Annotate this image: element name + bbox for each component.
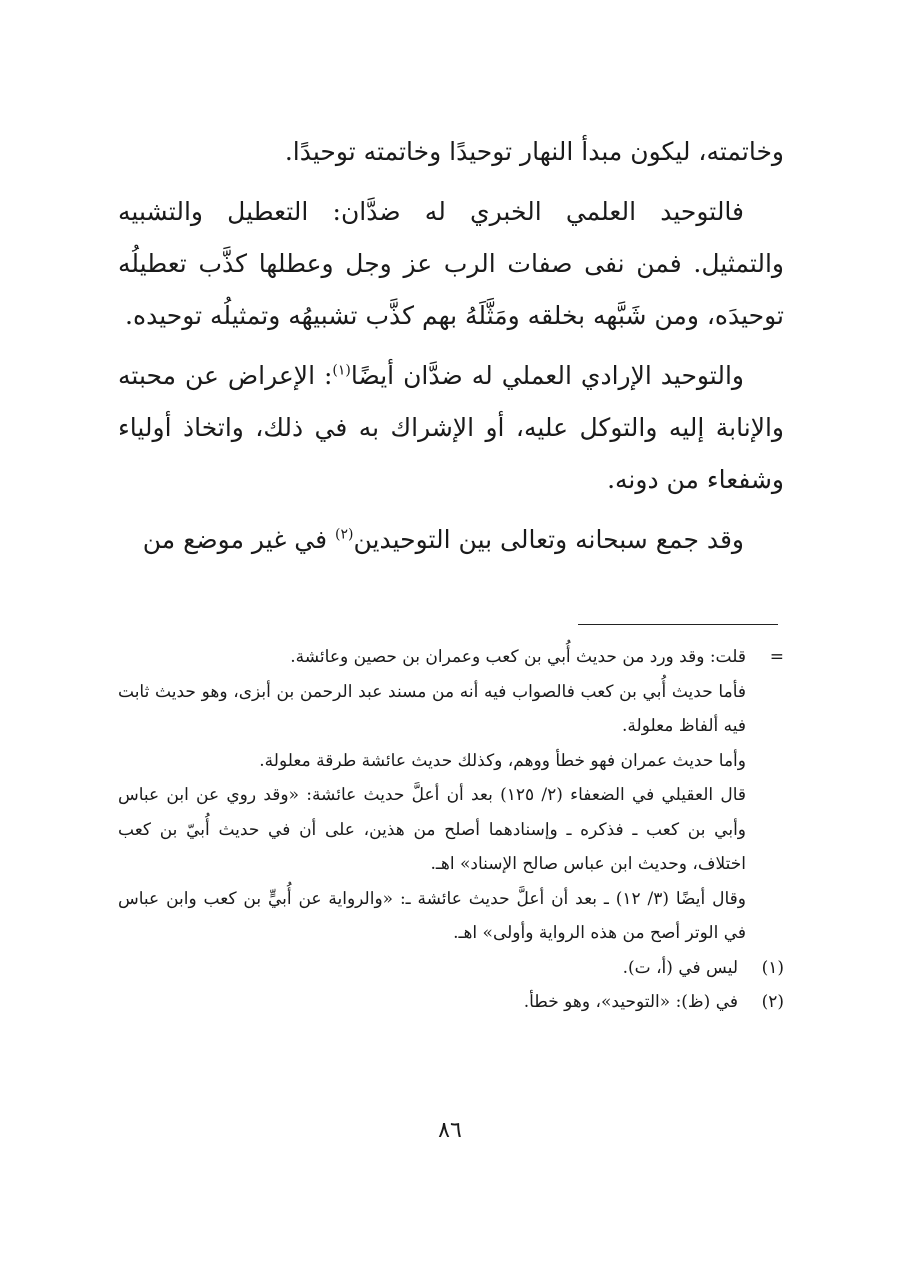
paragraph-1-text: وخاتمته، ليكون مبدأ النهار توحيدًا وخاتمته توحيدًا. [284,137,784,166]
footnote-line-4: قال العقيلي في الضعفاء (٢/ ١٢٥) بعد أن أعلَّ حديث عائشة: «وقد روي عن ابن عباس وأبي بن كعب ـ فذكره ـ وإسنادهما أصلح من هذين، على أن في حديث أُبيّ بن كعب اختلاف، وحديث ابن عباس صالح الإسناد» اهـ. [118,785,747,874]
paragraph-3-text-start: والتوحيد الإرادي العملي له ضدَّان أيضًا [350,361,744,390]
footnote-separator [578,624,778,625]
footnote-1-text: ليس في (أ، ت). [622,957,738,978]
footnote-2-number: (٢) [761,992,784,1012]
paragraph-3-text-end: : الإعراض عن محبته والإنابة إليه والتوكل عليه، أو الإشراك به في ذلك، واتخاذ أولياء وشفعاء من دونه. [118,361,784,494]
footnote-line-5: وقال أيضًا (٣/ ١٢) ـ بعد أن أعلَّ حديث عائشة ـ: «والرواية عن أُبيٍّ بن كعب وابن عباس في الوتر أصح من هذه الرواية وأولى» اهـ. [118,888,746,943]
footnotes [118,640,784,1020]
paragraph-4-text-start: وقد جمع سبحانه وتعالى بين التوحيدين [353,525,744,554]
paragraph-3 [118,350,784,506]
paragraph-2 [118,186,784,342]
footnote-2-text: في (ظ): «التوحيد»، وهو خطأ. [523,992,738,1012]
footnote-line-1: قلت: وقد ورد من حديث أُبي بن كعب وعمران بن حصين وعائشة. [290,647,746,667]
continuation-marker: = [769,647,784,667]
footnote-1-number: (١) [761,957,784,978]
paragraph-2-text: فالتوحيد العلمي الخبري له ضدَّان: التعطيل والتشبيه والتمثيل. فمن نفى صفات الرب عز وجل وعطلها كذَّب تعطيلُه توحيدَه، ومن شَبَّهه بخلقه ومَثَّلَهُ بهم كذَّب تشبيهُه وتمثيلُه توحيده. [118,197,784,330]
footnote-1 [118,951,784,986]
footnote-2 [118,985,784,1020]
page-number: ٨٦ [438,1118,462,1143]
footnote-line-3: وأما حديث عمران فهو خطأ ووهم، وكذلك حديث عائشة طرقة معلولة. [259,750,746,771]
footnote-ref-2: (٢) [335,526,354,543]
paragraph-1 [118,126,784,178]
footnote-ref-1: (١) [332,362,351,379]
footnote-line-2: فأما حديث أُبي بن كعب فالصواب فيه أنه من مسند عبد الرحمن بن أبزى، وهو حديث ثابت فيه ألفاظ معلولة. [118,681,746,736]
footnote-continuation [118,640,784,951]
main-text [118,126,784,574]
paragraph-4-text-end: في غير موضع من [142,525,335,554]
paragraph-4 [118,514,784,566]
